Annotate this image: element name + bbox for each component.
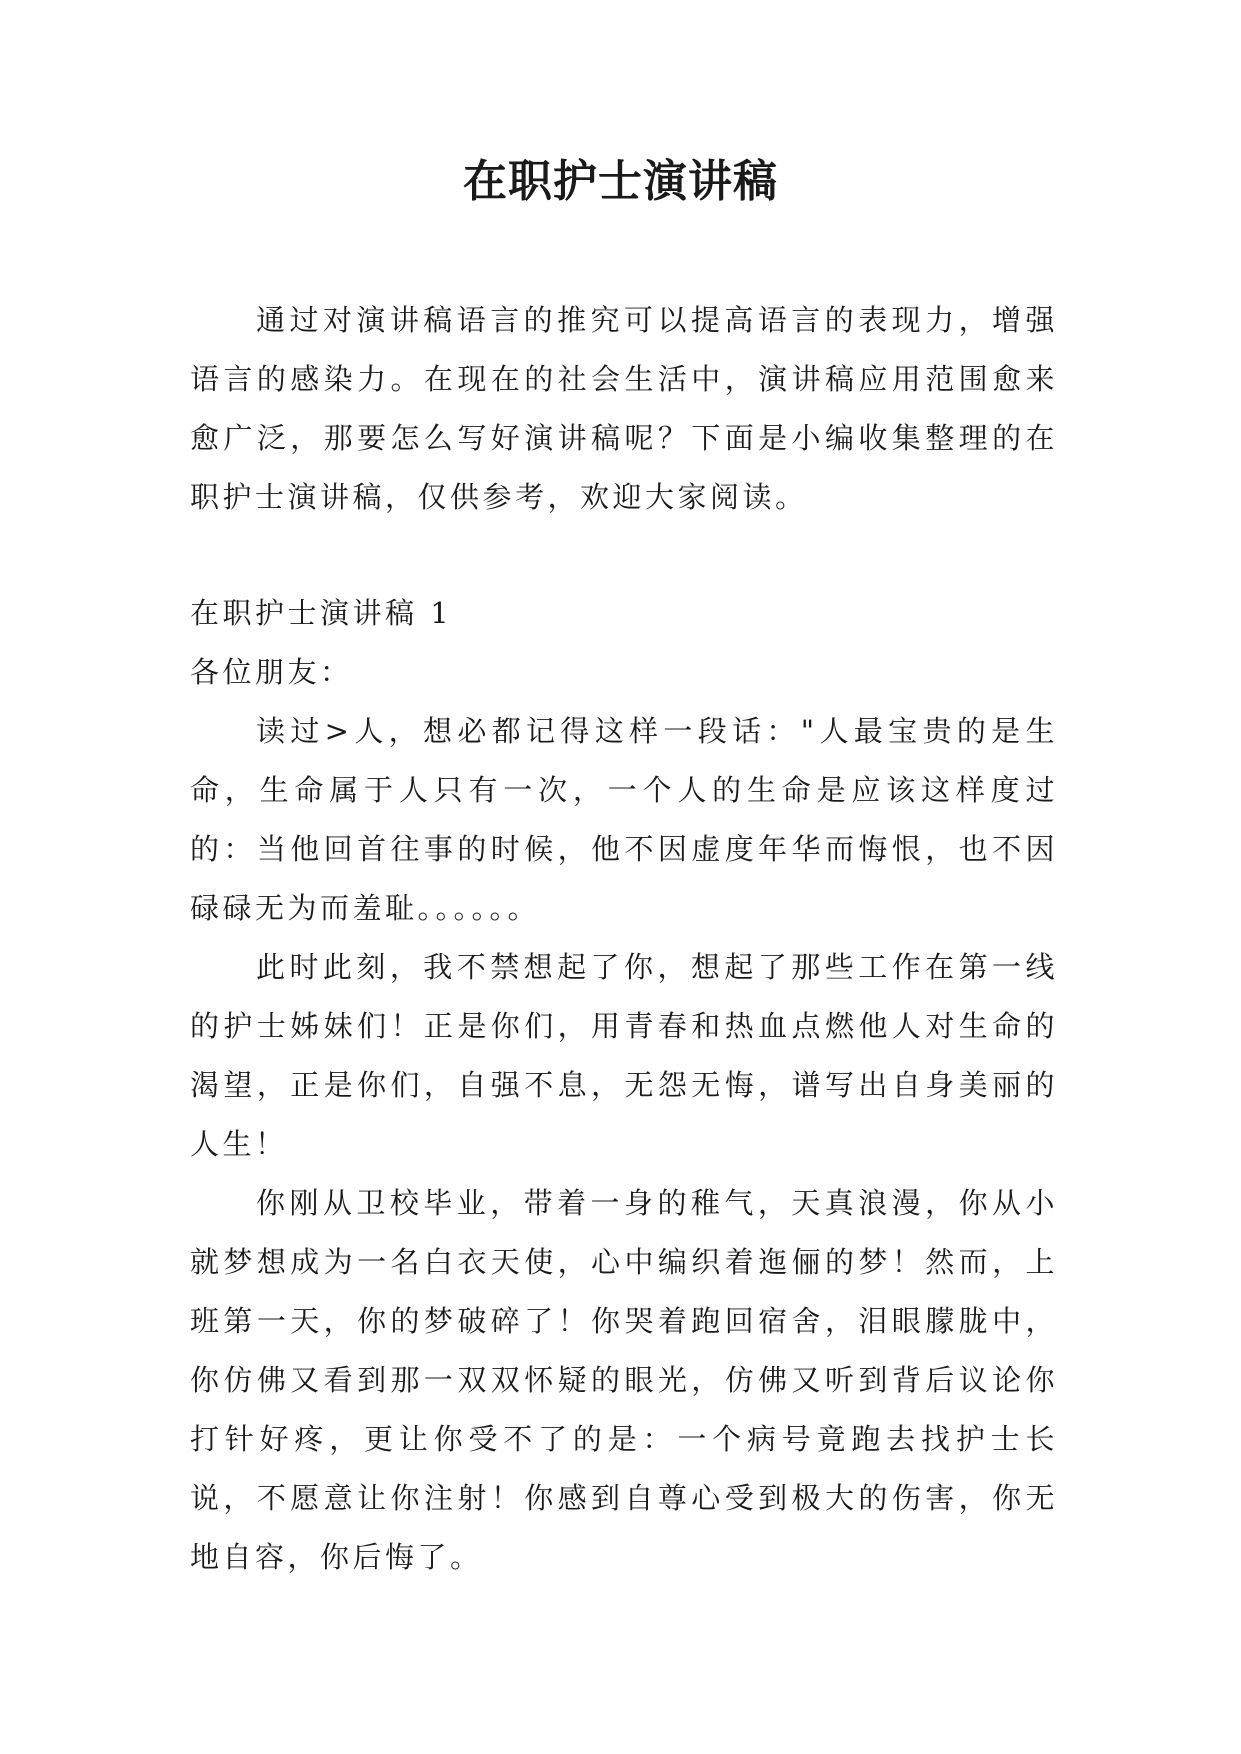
body-paragraph: 读过>人，想必都记得这样一段话："人最宝贵的是生命，生命属于人只有一次，一个人的生命是应该这样度过的：当他回首往事的时候，他不因虚度年华而悔恨，也不因碌碌无为而羞耻。。。。。。 bbox=[190, 714, 1058, 925]
body-paragraph: 此时此刻，我不禁想起了你，想起了那些工作在第一线的护士姊妹们！正是你们，用青春和热血点燃他人对生命的渴望，正是你们，自强不息，无怨无悔，谱写出自身美丽的人生！ bbox=[190, 950, 1058, 1161]
body-paragraph: 你刚从卫校毕业，带着一身的稚气，天真浪漫，你从小就梦想成为一名白衣天使，心中编织着迤俪的梦！然而，上班第一天，你的梦破碎了！你哭着跑回宿舍，泪眼朦胧中，你仿佛又看到那一双双怀疑的眼光，仿佛又听到背后议论你打针好疼，更让你受不了的是：一个病号竟跑去找护士长说，不愿意让你注射！你感到自尊心受到极大的伤害，你无地自容，你后悔了。 bbox=[190, 1186, 1058, 1574]
document-title: 在职护士演讲稿 bbox=[463, 156, 778, 207]
section-title: 在职护士演讲稿 1 bbox=[190, 596, 453, 630]
intro-paragraph: 通过对演讲稿语言的推究可以提高语言的表现力，增强语言的感染力。在现在的社会生活中，演讲稿应用范围愈来愈广泛，那要怎么写好演讲稿呢？下面是小编收集整理的在职护士演讲稿，仅供参考，欢迎大家阅读。 bbox=[190, 303, 1058, 514]
greeting-line: 各位朋友： bbox=[190, 655, 353, 689]
